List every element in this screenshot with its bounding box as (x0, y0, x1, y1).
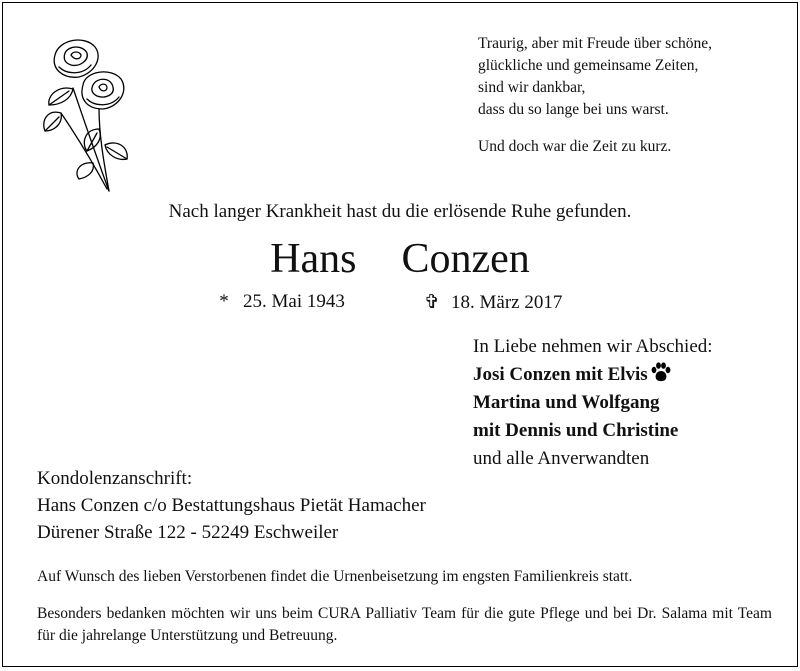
condolence-label: Kondolenzanschrift: (37, 468, 193, 489)
poem (478, 33, 712, 121)
condolence-line: Dürener Straße 122 - 52249 Eschweiler (37, 522, 339, 543)
condolence-address (37, 465, 426, 546)
deceased-name: Hans Conzen (270, 236, 530, 282)
mourners-intro: In Liebe nehmen wir Abschied: (473, 336, 713, 357)
mourners-block (473, 333, 713, 473)
poem-line: dass du so lange bei uns warst. (478, 101, 669, 118)
poem-closing: Und doch war die Zeit zu kurz. (478, 138, 672, 155)
paw-icon (650, 362, 672, 382)
death-date: 18. März 2017 (451, 292, 563, 313)
condolence-line: Hans Conzen c/o Bestattungshaus Pietät Hamacher (37, 495, 426, 516)
death-date-line (421, 291, 562, 314)
thanks-text: Besonders bedanken möchten wir uns beim CURA Palliativ Team für die gute Pflege und bei Dr. Salama mit Team für die jahrelange Unterstützung und Betreuung. (37, 605, 772, 644)
poem-line: glückliche und gemeinsame Zeiten, (478, 57, 699, 74)
birth-star-icon: * (219, 291, 229, 312)
birth-date-line (213, 291, 345, 313)
mourners-outro: und alle Anverwandten (473, 448, 650, 469)
mourner-name (473, 361, 713, 389)
urn-notice: Auf Wunsch des lieben Verstorbenen findet die Urnenbeisetzung im engsten Familienkreis statt. (37, 568, 633, 585)
mourner-name-text: Josi Conzen mit Elvis (473, 364, 648, 385)
birth-date: 25. Mai 1943 (243, 291, 345, 312)
mourner-name: mit Dennis und Christine (473, 420, 679, 441)
poem-line: sind wir dankbar, (478, 79, 586, 96)
obituary-notice (2, 2, 798, 667)
mourner-name: Martina und Wolfgang (473, 392, 660, 413)
lead-text: Nach langer Krankheit hast du die erlösende Ruhe gefunden. (168, 201, 632, 222)
cross-icon: ✞ (424, 292, 440, 313)
rose-bouquet-icon (33, 33, 143, 193)
poem-line: Traurig, aber mit Freude über schöne, (478, 35, 713, 52)
